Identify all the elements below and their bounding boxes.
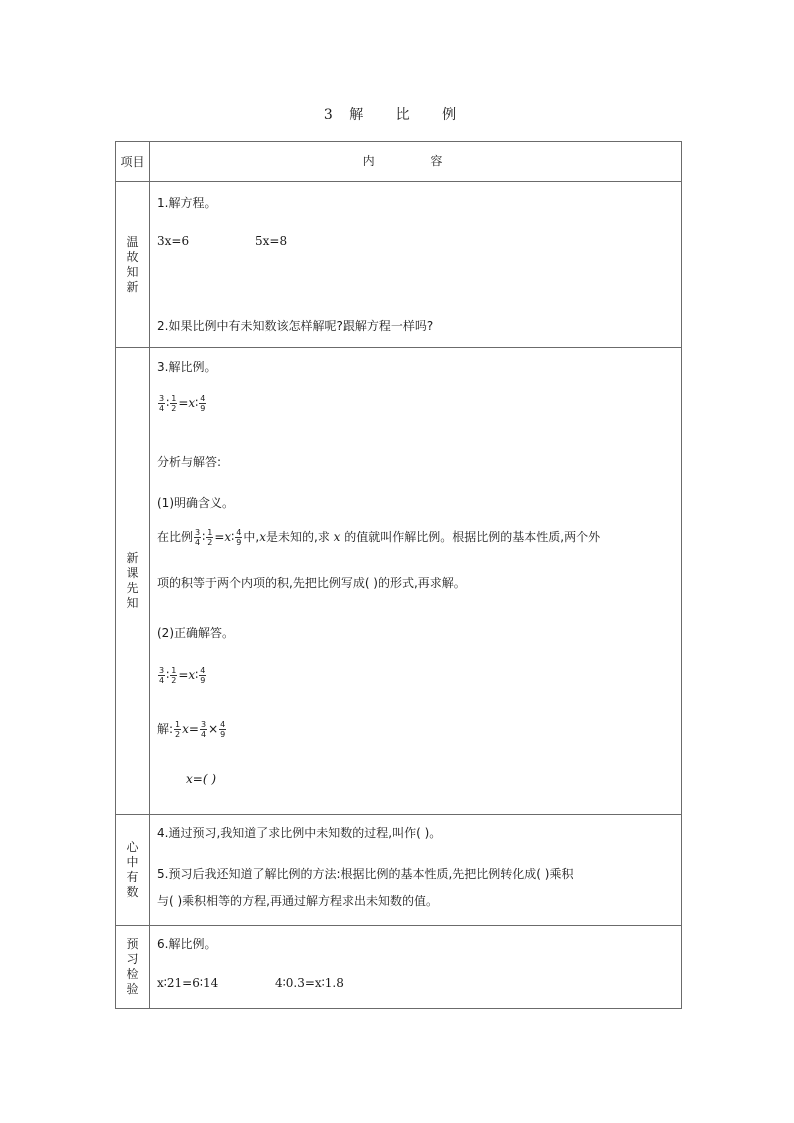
question-2: 2.如果比例中有未知数该怎样解呢?跟解方程一样吗? — [157, 319, 434, 333]
section-content-review — [150, 182, 682, 348]
proportion-expression: $\frac{3}{4}$ ∶ $\frac{1}{2}$ =x∶ $\frac{4}{9}$ — [159, 394, 206, 413]
section-content-new — [150, 348, 682, 815]
question-5-line-1: 5.预习后我还知道了解比例的方法:根据比例的基本性质,先把比例转化成( )乘积 — [157, 867, 574, 881]
fraction-b: $\frac{1}{2}$ — [171, 394, 177, 413]
section-label-new: 新课先知 — [116, 348, 150, 815]
title-number: 3 — [323, 107, 334, 123]
answer-line: x=( ) — [186, 772, 216, 786]
question-1: 1.解方程。 — [157, 196, 217, 210]
question-6: 6.解比例。 — [157, 937, 217, 951]
question-3: 3.解比例。 — [157, 360, 217, 374]
section-content-check — [150, 926, 682, 1009]
section-new — [116, 348, 682, 815]
section-content-mind — [150, 815, 682, 926]
section-label-review: 温故知新 — [116, 182, 150, 348]
header-col-content: 内 容 — [150, 142, 682, 182]
title-text: 解 比 例 — [349, 107, 471, 123]
proportion-problem-1: x∶21=6∶14 — [157, 976, 219, 990]
equation-1: 3x=6 — [157, 234, 190, 248]
section-label-mind: 心中有数 — [116, 815, 150, 926]
fraction-a: $\frac{3}{4}$ — [159, 394, 165, 413]
question-4: 4.通过预习,我知道了求比例中未知数的过程,叫作( )。 — [157, 826, 442, 840]
proportion-problem-2: 4∶0.3=x∶1.8 — [275, 976, 344, 990]
meaning-line-2: 项的积等于两个内项的积,先把比例写成( )的形式,再求解。 — [157, 576, 466, 590]
analysis-heading: 分析与解答: — [157, 455, 222, 469]
header-col-item: 项目 — [116, 142, 150, 182]
question-5-line-2: 与( )乘积相等的方程,再通过解方程求出未知数的值。 — [157, 894, 438, 908]
header-row — [116, 142, 682, 182]
step-1-heading: (1)明确含义。 — [157, 496, 234, 510]
solution-line: 解: $\frac{1}{2}$ x= $\frac{3}{4}$ × $\frac{4}{9}$ — [157, 720, 226, 739]
step-2-heading: (2)正确解答。 — [157, 626, 234, 640]
meaning-line-1: 在比例 $\frac{3}{4}$ ∶ $\frac{1}{2}$ =x∶ $\frac{4}{9}$ 中,x是未知的,求 x 的值就叫作解比例。根据比例的基本性质,两个外 — [157, 528, 601, 547]
equation-2: 5x=8 — [255, 234, 288, 248]
section-check — [116, 926, 682, 1009]
section-label-check: 预习检验 — [116, 926, 150, 1009]
preview-table — [115, 141, 682, 1009]
proportion-expression-2: $\frac{3}{4}$ ∶ $\frac{1}{2}$ =x∶ $\frac{4}{9}$ — [159, 666, 206, 685]
section-review — [116, 182, 682, 348]
fraction-c: $\frac{4}{9}$ — [200, 394, 206, 413]
section-mind — [116, 815, 682, 926]
page-title — [0, 104, 794, 124]
